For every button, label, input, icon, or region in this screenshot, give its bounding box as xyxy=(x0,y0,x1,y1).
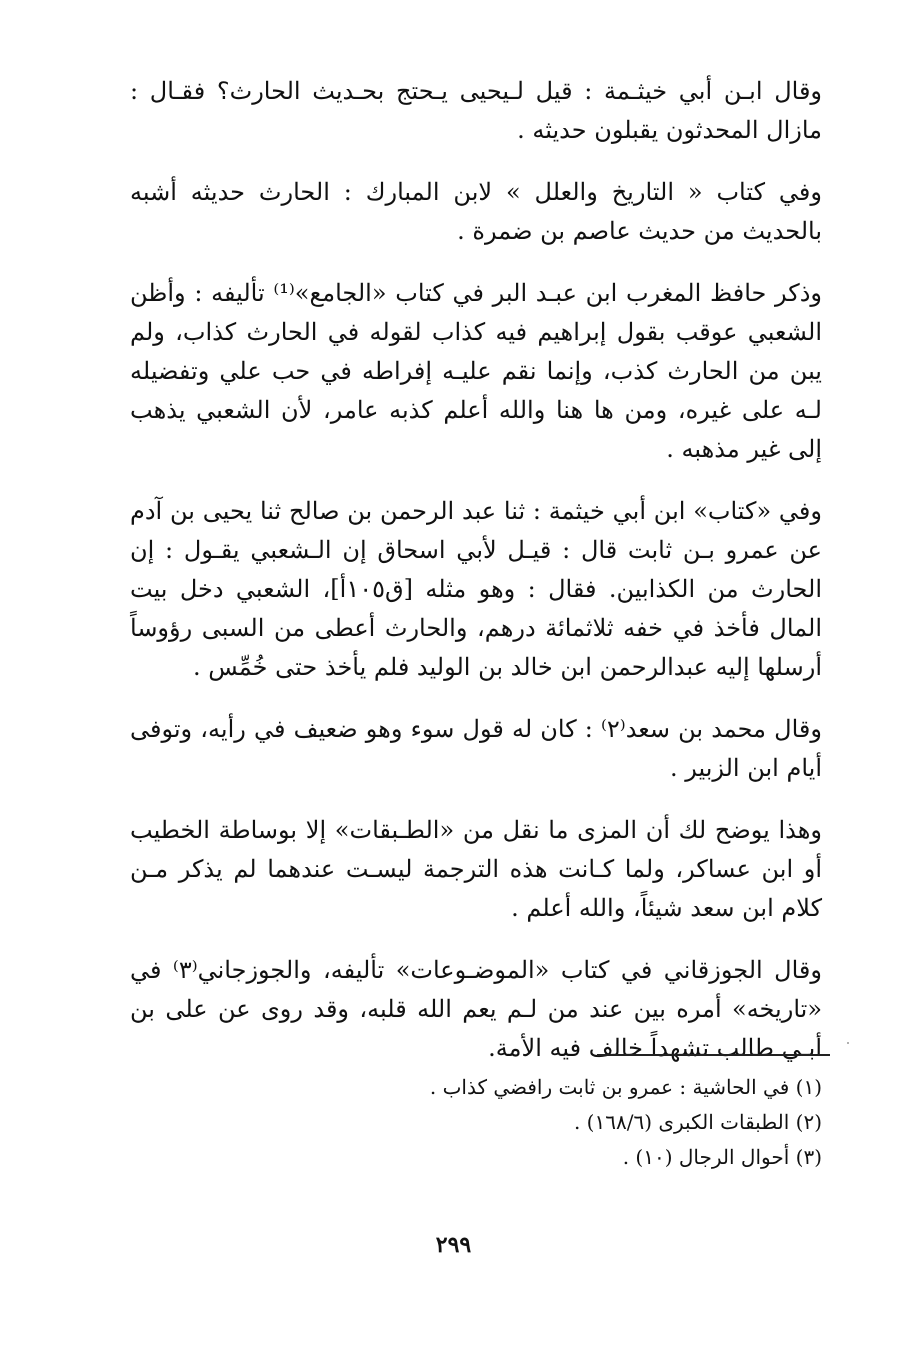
paragraph-2: وفي كتاب « التاريخ والعلل » لابن المبارك : الحارث حديثه أشبه بالحديث من حديث عاصم بن ضمرة . xyxy=(130,178,822,245)
page-number: ٢٩٩ xyxy=(435,1232,472,1258)
footnote-3: (٣) أحوال الرجال (١٠) . xyxy=(622,1145,822,1169)
scan-speck xyxy=(847,1042,849,1044)
paragraph-4: وفي «كتاب» ابن أبي خيثمة : ثنا عبد الرحمن بن صالح ثنا يحيى بن آدم عن عمرو بـن ثابت قال : قيـل لأبي اسحاق إن الـشعبي يقـول : إن الحارث من الكذابين. فقال : وهو مثله [ق١٠٥أ]، الشعبي دخل بيت المال فأخذ في خفه ثلاثمائة درهم، والحارث أعطى من السبى رؤوساً أرسلها إليه عبدالرحمن ابن خالد بن الوليد فلم يأخذ حتى خُمِّس . xyxy=(130,497,823,681)
footnote-2: (٢) الطبقات الكبرى (١٦٨/٦) . xyxy=(573,1110,822,1134)
paragraph-6: وهذا يوضح لك أن المزى ما نقل من «الطـبقات» إلا بوساطة الخطيب أو ابن عساكر، ولما كـانت هذه الترجمة ليسـت عندهما لم يذكر مـن كلام ابن سعد شيئاً، والله أعلم . xyxy=(130,816,822,922)
footnotes xyxy=(300,1070,822,1175)
footnote-1: (١) في الحاشية : عمرو بن ثابت رافضي كذاب . xyxy=(429,1075,822,1099)
paragraph-7: وقال الجوزقاني في كتاب «الموضـوعات» تأليفه، والجوزجاني⁽٣⁾ في «تاريخه» أمره بين عند من لـم يعم الله قلبه، وقد روى عن على بن أبـي طالب تشهداً خالف فيه الأمة. xyxy=(130,956,822,1062)
paragraph-1: وقال ابـن أبي خيثـمة : قيل لـيحيى يـحتج بحـديث الحارث؟ فقـال : مازال المحدثون يقبلون حديثه . xyxy=(130,77,822,144)
paragraph-5: وقال محمد بن سعد⁽٢⁾ : كان له قول سوء وهو ضعيف في رأيه، وتوفى أيام ابن الزبير . xyxy=(130,715,822,782)
footnote-divider xyxy=(597,1054,830,1056)
main-text xyxy=(130,72,822,1091)
paragraph-3: وذكر حافظ المغرب ابن عبـد البر في كتاب «الجامع»⁽¹⁾ تأليفه : وأظن الشعبي عوقب بقول إبراهيم فيه كذاب لقوله في الحارث كذاب، ولم يبن من الحارث كذب، وإنما نقم عليـه إفراطه في حب علي وتفضيله لـه على غيره، ومن ها هنا والله أعلم كذبه عامر، لأن الشعبي يذهب إلى غير مذهبه . xyxy=(130,279,822,463)
